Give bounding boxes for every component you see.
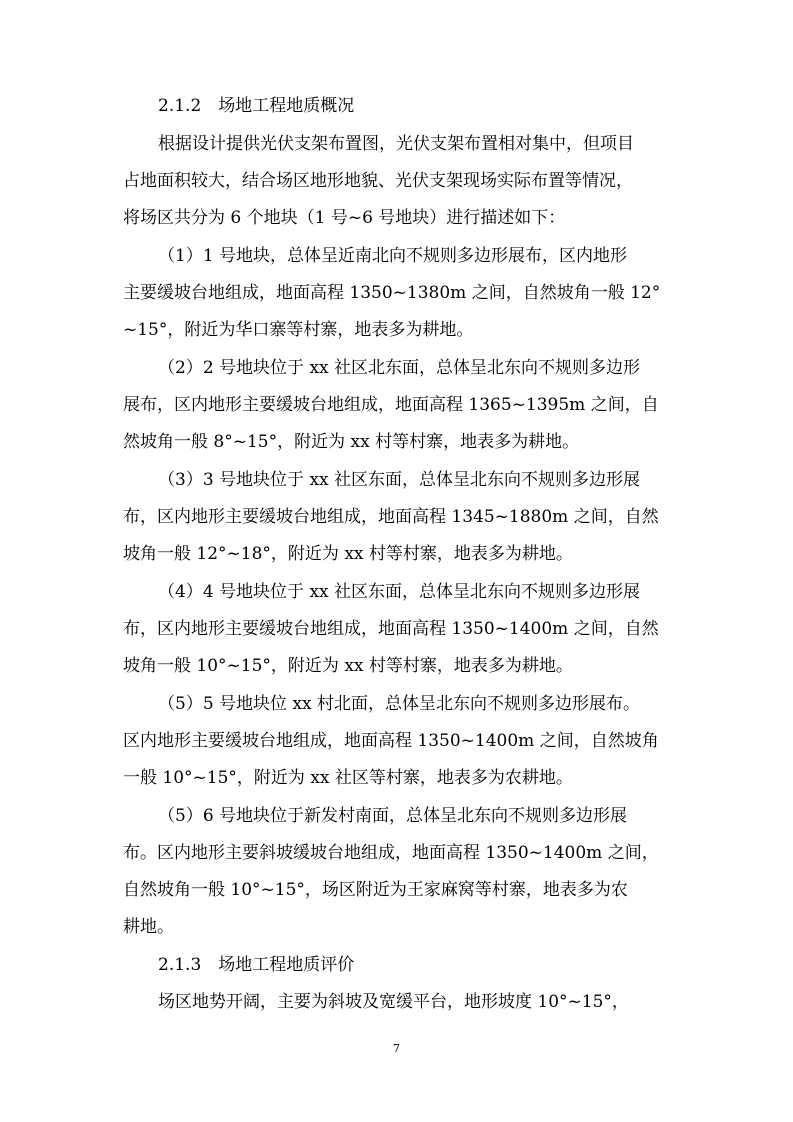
paragraph-line xyxy=(0,988,793,1016)
paragraph-line xyxy=(0,503,793,531)
paragraph-line xyxy=(0,242,793,270)
paragraph-line xyxy=(0,204,793,232)
text-line: 布，区内地形主要缓坡台地组成，地面高程 1350~1400m 之间，自然 xyxy=(123,619,659,639)
paragraph-line xyxy=(0,690,793,718)
text-line: （4）4 号地块位于 xx 社区东面，总体呈北东向不规则多边形展 xyxy=(158,582,641,602)
section-heading-text: 2.1.3 场地工程地质评价 xyxy=(158,955,355,975)
text-line: 根据设计提供光伏支架布置图，光伏支架布置相对集中，但项目 xyxy=(158,134,634,154)
section-heading-text: 2.1.2 场地工程地质概况 xyxy=(158,96,355,116)
paragraph-line xyxy=(0,839,793,867)
paragraph-line xyxy=(0,652,793,680)
text-line: 占地面积较大，结合场区地形地貌、光伏支架现场实际布置等情况， xyxy=(123,171,633,191)
paragraph-line xyxy=(0,615,793,643)
text-line: 然坡角一般 8°~15°，附近为 xx 村等村寨，地表多为耕地。 xyxy=(123,432,580,452)
text-line: 场区地势开阔，主要为斜坡及宽缓平台，地形坡度 10°~15°， xyxy=(158,992,629,1012)
page-number: 7 xyxy=(393,1042,400,1055)
text-line: （1）1 号地块，总体呈近南北向不规则多边形展布，区内地形 xyxy=(158,246,628,266)
paragraph-line xyxy=(0,876,793,904)
text-line: 将场区共分为 6 个地块（1 号~6 号地块）进行描述如下： xyxy=(123,208,566,228)
paragraph-line xyxy=(0,727,793,755)
text-line: （5）5 号地块位 xx 村北面，总体呈北东向不规则多边形展布。 xyxy=(158,694,641,714)
section-heading-2-1-2 xyxy=(0,92,793,120)
paragraph-line xyxy=(0,764,793,792)
text-line: 坡角一般 12°~18°，附近为 xx 村等村寨，地表多为耕地。 xyxy=(123,544,573,564)
paragraph-line xyxy=(0,130,793,158)
text-line: 展布，区内地形主要缓坡台地组成，地面高程 1365~1395m 之间，自 xyxy=(123,395,659,415)
section-heading-2-1-3 xyxy=(0,951,793,979)
text-line: （2）2 号地块位于 xx 社区北东面，总体呈北东向不规则多边形 xyxy=(158,358,641,378)
text-line: 耕地。 xyxy=(123,917,174,937)
text-line: 布，区内地形主要缓坡台地组成，地面高程 1345~1880m 之间，自然 xyxy=(123,507,659,527)
paragraph-line xyxy=(0,802,793,830)
text-line: 一般 10°~15°，附近为 xx 社区等村寨，地表多为农耕地。 xyxy=(123,768,573,788)
text-line: 布。区内地形主要斜坡缓坡台地组成，地面高程 1350~1400m 之间， xyxy=(123,843,659,863)
text-line: 坡角一般 10°~15°，附近为 xx 村等村寨，地表多为耕地。 xyxy=(123,656,573,676)
paragraph-line xyxy=(0,578,793,606)
text-line: ~15°，附近为华口寨等村寨，地表多为耕地。 xyxy=(123,320,474,340)
text-line: 自然坡角一般 10°~15°，场区附近为王家麻窝等村寨，地表多为农 xyxy=(123,880,628,900)
paragraph-line xyxy=(0,466,793,494)
paragraph-line xyxy=(0,428,793,456)
text-line: （5）6 号地块位于新发村南面，总体呈北东向不规则多边形展 xyxy=(158,806,628,826)
paragraph-line xyxy=(0,167,793,195)
text-line: 区内地形主要缓坡台地组成，地面高程 1350~1400m 之间，自然坡角 xyxy=(123,731,659,751)
paragraph-line xyxy=(0,316,793,344)
paragraph-line xyxy=(0,540,793,568)
paragraph-line xyxy=(0,354,793,382)
paragraph-line xyxy=(0,391,793,419)
paragraph-line xyxy=(0,279,793,307)
paragraph-line xyxy=(0,913,793,941)
text-line: （3）3 号地块位于 xx 社区东面，总体呈北东向不规则多边形展 xyxy=(158,470,641,490)
text-line: 主要缓坡台地组成，地面高程 1350~1380m 之间，自然坡角一般 12° xyxy=(123,283,661,303)
